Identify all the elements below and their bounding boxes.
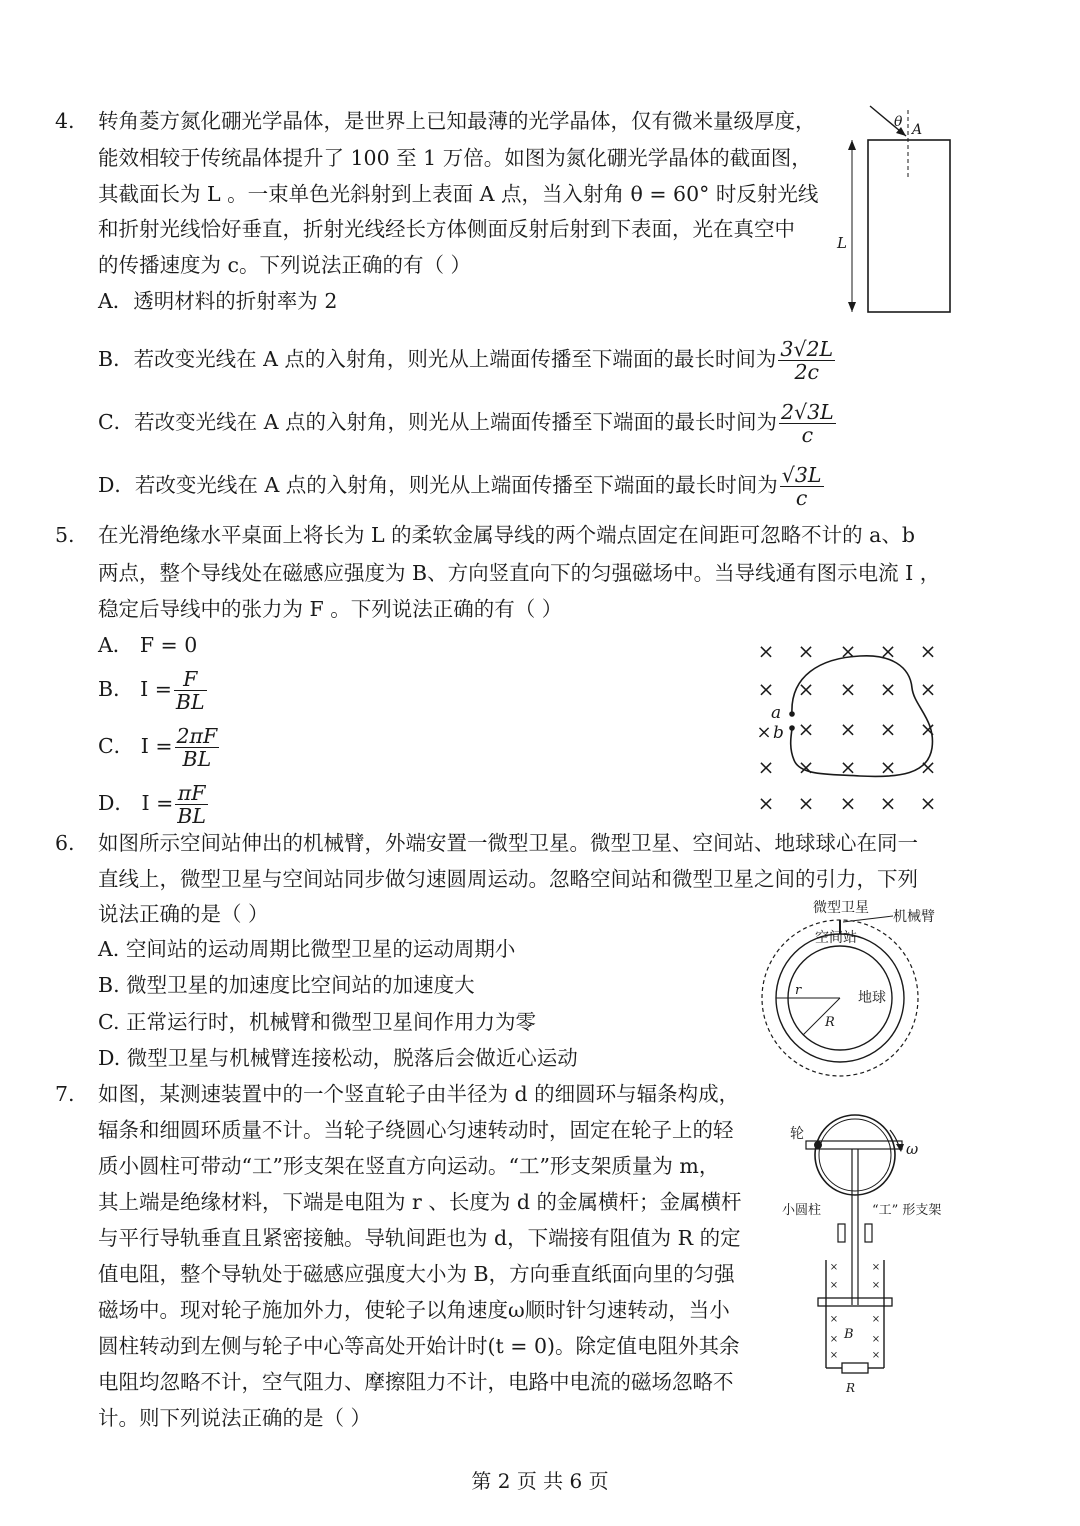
numerator: 2√3L bbox=[781, 400, 834, 424]
q5-option-d bbox=[98, 782, 208, 827]
q7-line-9: 电阻均忽略不计，空气阻力、摩擦阻力不计，电路中电流的磁场忽略不 bbox=[98, 1370, 734, 1394]
q4-option-b bbox=[98, 338, 835, 383]
q4-option-c-text: C．若改变光线在 A 点的入射角，则光从上端面传播至下端面的最长时间为 bbox=[98, 410, 778, 434]
q7-wheel-figure bbox=[780, 1110, 955, 1400]
metal-bar bbox=[818, 1298, 892, 1306]
q7-line-5: 与平行导轨垂直且紧密接触。导轨间距也为 d，下端接有阻值为 R 的定 bbox=[98, 1226, 741, 1250]
denominator: BL bbox=[175, 690, 205, 714]
q4-option-d-text: D．若改变光线在 A 点的入射角，则光从上端面传播至下端面的最长时间为 bbox=[98, 473, 778, 497]
q4-line-3: 其截面长为 L 。一束单色光斜射到上表面 A 点，当入射角 θ = 60° 时反射光线 bbox=[98, 182, 819, 206]
q5-option-c-fraction bbox=[175, 725, 220, 770]
q5-option-c bbox=[98, 725, 219, 770]
field-cross: × bbox=[839, 677, 857, 701]
field-cross: × bbox=[757, 677, 775, 701]
field-cross: × bbox=[797, 639, 815, 663]
R-label: R bbox=[846, 1381, 856, 1395]
field-cross: × bbox=[797, 755, 815, 779]
field-cross: × bbox=[879, 639, 897, 663]
field-cross: × bbox=[919, 791, 937, 815]
point-a-dot bbox=[789, 711, 795, 717]
q6-line-3: 说法正确的是（ ） bbox=[98, 902, 269, 926]
q4-line-4: 和折射光线恰好垂直，折射光线经长方体侧面反射后射到下表面，光在真空中 bbox=[98, 217, 795, 241]
field-cross: × bbox=[839, 639, 857, 663]
field-cross: × bbox=[871, 1350, 881, 1361]
frame-label: “工” 形支架 bbox=[872, 1203, 942, 1218]
field-cross: × bbox=[829, 1314, 839, 1325]
point-b-label: b bbox=[773, 723, 784, 743]
q4-number: 4. bbox=[55, 109, 75, 133]
numerator: F bbox=[174, 668, 207, 691]
q7-line-7: 磁场中。现对轮子施加外力，使轮子以角速度ω顺时针匀速转动，当小 bbox=[98, 1298, 730, 1322]
q5-line-3: 稳定后导线中的张力为 F 。下列说法正确的有（ ） bbox=[98, 597, 563, 621]
field-cross: × bbox=[919, 755, 937, 779]
q7-line-3: 质小圆柱可带动“工”形支架在竖直方向运动。“工”形支架质量为 m， bbox=[98, 1154, 720, 1178]
point-b-dot bbox=[789, 725, 795, 731]
B-label: B bbox=[844, 1327, 854, 1342]
field-cross: × bbox=[871, 1280, 881, 1291]
field-cross: × bbox=[919, 639, 937, 663]
numerator: 2πF bbox=[176, 724, 218, 748]
q6-option-b: B. 微型卫星的加速度比空间站的加速度大 bbox=[98, 973, 475, 997]
field-cross: × bbox=[919, 677, 937, 701]
q4-option-b-text: B．若改变光线在 A 点的入射角，则光从上端面传播至下端面的最长时间为 bbox=[98, 347, 777, 371]
q7-line-1: 如图，某测速装置中的一个竖直轮子由半径为 d 的细圆环与辐条构成， bbox=[98, 1082, 740, 1106]
denominator: c bbox=[795, 486, 808, 510]
field-cross: × bbox=[871, 1334, 881, 1345]
field-cross: × bbox=[797, 717, 815, 741]
denominator: BL bbox=[182, 747, 212, 771]
omega-label: ω bbox=[906, 1140, 919, 1158]
q4-option-b-fraction bbox=[778, 338, 835, 383]
numerator: √3L bbox=[781, 463, 822, 487]
q4-line-2: 能效相较于传统晶体提升了 100 至 1 万倍。如图为氮化硼光学晶体的截面图， bbox=[98, 146, 812, 170]
satellite-label: 微型卫星 bbox=[813, 900, 869, 916]
denominator: BL bbox=[177, 804, 206, 828]
q4-line-1: 转角菱方氮化硼光学晶体，是世界上已知最薄的光学晶体，仅有微米量级厚度， bbox=[98, 109, 816, 133]
station-label: 空间站 bbox=[815, 930, 857, 946]
field-cross: × bbox=[829, 1280, 839, 1291]
field-cross: × bbox=[756, 722, 772, 743]
q6-line-1: 如图所示空间站伸出的机械臂，外端安置一微型卫星。微型卫星、空间站、地球球心在同一 bbox=[98, 831, 918, 855]
q4-option-c-fraction bbox=[779, 401, 836, 446]
q5-option-d-fraction bbox=[175, 782, 208, 827]
R-label: R bbox=[825, 1015, 835, 1030]
field-cross: × bbox=[879, 755, 897, 779]
guide-right bbox=[865, 1224, 872, 1242]
resistor bbox=[842, 1363, 868, 1373]
q4-line-5: 的传播速度为 c。下列说法正确的有（ ） bbox=[98, 253, 472, 277]
field-cross: × bbox=[871, 1262, 881, 1273]
q5-number: 5. bbox=[55, 523, 75, 547]
earth-label: 地球 bbox=[858, 990, 886, 1006]
field-cross: × bbox=[839, 717, 857, 741]
q4-option-a: A．透明材料的折射率为 2 bbox=[98, 289, 338, 313]
arm-label: 机械臂 bbox=[893, 909, 935, 925]
field-cross: × bbox=[829, 1334, 839, 1345]
field-cross: × bbox=[829, 1262, 839, 1273]
q4-crystal-figure bbox=[830, 100, 960, 320]
q5-option-a: A． F = 0 bbox=[98, 633, 198, 657]
q5-option-c-text: C． I = bbox=[98, 734, 173, 758]
q6-option-c: C. 正常运行时，机械臂和微型卫星间作用力为零 bbox=[98, 1010, 536, 1034]
small-cylinder bbox=[814, 1141, 822, 1149]
q5-line-1: 在光滑绝缘水平桌面上将长为 L 的柔软金属导线的两个端点固定在间距可忽略不计的 a、b bbox=[98, 523, 916, 547]
denominator: 2c bbox=[794, 360, 820, 384]
q7-line-10: 计。则下列说法正确的是（ ） bbox=[98, 1406, 372, 1430]
field-cross: × bbox=[757, 755, 775, 779]
numerator: 3√2L bbox=[780, 337, 834, 361]
field-cross: × bbox=[797, 791, 815, 815]
arm-leader bbox=[843, 916, 893, 922]
q6-option-d: D. 微型卫星与机械臂连接松动，脱落后会做近心运动 bbox=[98, 1046, 578, 1070]
q7-line-8: 圆柱转动到左侧与轮子中心等高处开始计时(t = 0)。除定值电阻外其余 bbox=[98, 1334, 740, 1358]
q4-option-d-fraction bbox=[780, 464, 824, 509]
q4-option-c bbox=[98, 401, 836, 446]
q7-line-2: 辐条和细圆环质量不计。当轮子绕圆心匀速转动时，固定在轮子上的轻 bbox=[98, 1118, 734, 1142]
q5-option-b bbox=[98, 668, 207, 713]
q7-line-4: 其上端是绝缘材料，下端是电阻为 r 、长度为 d 的金属横杆；金属横杆 bbox=[98, 1190, 742, 1214]
wheel-outer bbox=[815, 1115, 895, 1195]
field-cross: × bbox=[757, 791, 775, 815]
page-footer: 第 2 页 共 6 页 bbox=[471, 1469, 609, 1493]
q5-option-b-text: B． I = bbox=[98, 677, 172, 701]
field-cross: × bbox=[757, 639, 775, 663]
field-cross: × bbox=[871, 1314, 881, 1325]
wheel-inner bbox=[819, 1119, 891, 1191]
field-cross: × bbox=[797, 677, 815, 701]
rotation-arrowhead bbox=[896, 1144, 904, 1152]
field-cross: × bbox=[919, 717, 937, 741]
crystal-rect bbox=[868, 140, 950, 312]
q5-field-figure bbox=[750, 636, 950, 816]
field-cross: × bbox=[829, 1350, 839, 1361]
wheel-label: 轮 bbox=[790, 1126, 804, 1142]
length-label: L bbox=[837, 234, 847, 252]
q6-option-a: A. 空间站的运动周期比微型卫星的运动周期小 bbox=[98, 937, 516, 961]
dim-arrow-top bbox=[848, 140, 856, 150]
theta-label: θ bbox=[894, 114, 903, 130]
q6-orbit-figure bbox=[755, 896, 955, 1081]
q7-number: 7. bbox=[55, 1082, 75, 1106]
numerator: πF bbox=[175, 782, 208, 805]
q6-number: 6. bbox=[55, 831, 75, 855]
point-a-label: a bbox=[771, 703, 782, 723]
q5-line-2: 两点，整个导线处在磁感应强度为 B、方向竖直向下的匀强磁场中。当导线通有图示电流 I ， bbox=[98, 561, 941, 585]
field-cross: × bbox=[839, 755, 857, 779]
q7-line-6: 值电阻，整个导轨处于磁感应强度大小为 B，方向垂直纸面向里的匀强 bbox=[98, 1262, 735, 1286]
field-cross: × bbox=[879, 677, 897, 701]
q5-option-d-text: D． I = bbox=[98, 791, 174, 815]
q6-line-2: 直线上，微型卫星与空间站同步做匀速圆周运动。忽略空间站和微型卫星之间的引力，下列 bbox=[98, 867, 918, 891]
q4-option-d bbox=[98, 464, 824, 509]
q5-option-b-fraction bbox=[174, 668, 207, 713]
field-cross: × bbox=[879, 717, 897, 741]
cylinder-label: 小圆柱 bbox=[782, 1203, 822, 1218]
r-label: r bbox=[795, 983, 802, 998]
guide-left bbox=[838, 1224, 845, 1242]
field-cross: × bbox=[839, 791, 857, 815]
dim-arrow-bottom bbox=[848, 302, 856, 312]
point-a-label: A bbox=[912, 122, 923, 138]
field-crosses bbox=[830, 1262, 880, 1361]
denominator: c bbox=[801, 423, 814, 447]
field-cross: × bbox=[879, 791, 897, 815]
